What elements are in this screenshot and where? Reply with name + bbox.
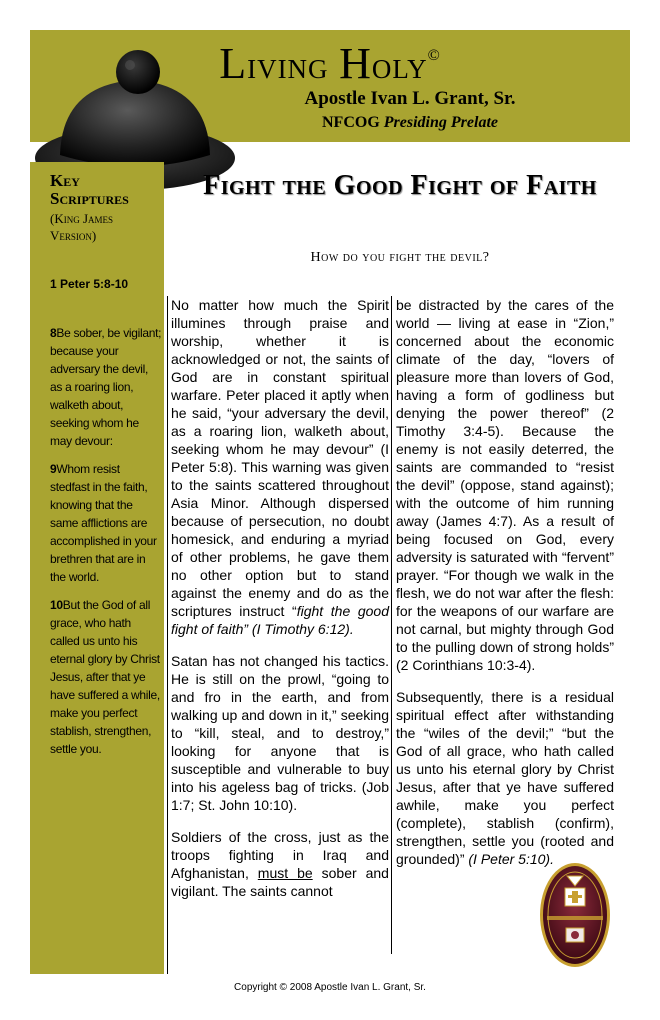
sidebar-heading: Key Scriptures (50, 171, 129, 208)
verse-10: 10But the God of all grace, who hath called us unto his eternal glory by Christ Jesus, after that ye have suffered a while, make you perfect stablish, strengthen, settle you. (50, 598, 160, 756)
article-column-2 (396, 296, 614, 882)
scripture-reference: 1 Peter 5:8-10 (50, 277, 129, 291)
article-column-1 (171, 296, 389, 914)
copyright-mark: © (427, 47, 441, 64)
paragraph-3-continued: be distracted by the cares of the world — living at ease in “Zion,” concerned about the economic climate of the day, “lovers of pleasure more than lovers of God, having a form of godliness but denying the power thereof” (2 Timothy 3:4-5). Because the enemy is not easily deterred, the saints are commanded to “resist the devil” (oppose, stand against); with the outcome of him running away (James 4:7). As a result of being focused on God, every adversity is saturated with “fervent” prayer. “For though we walk in the flesh, we do not war after the flesh: for the weapons of our warfare are not carnal, but mighty through God to the pulling down of strong holds” (2 Corinthians 10:3-4). (396, 297, 614, 673)
paragraph-4: Subsequently, there is a residual spiritual effect after withstanding the “wiles of the devil;” “but the God of all grace, who hath called us unto his eternal glory by Christ Jesus, after that ye have suffered awhile, make you perfect (complete), stablish (confirm), strengthen, settle you (rooted and grounded)” (I Peter 5:10). (396, 689, 614, 867)
paragraph-3-start: Soldiers of the cross, just as the troops fighting in Iraq and Afghanistan, must be sober and vigilant. The saints cannot (171, 829, 389, 899)
sidebar-subheading: (King James Version) (50, 211, 114, 243)
verse-9: 9Whom resist stedfast in the faith, knowing that the same afflictions are accomplished in your brethren that are in the world. (50, 462, 157, 584)
column-divider-left (167, 296, 168, 974)
article-subtitle: How do you fight the devil? (310, 250, 490, 265)
apostle-seal-icon (539, 862, 611, 968)
author-name: Apostle Ivan L. Grant, Sr. (304, 88, 516, 109)
verse-8: 8Be sober, be vigilant; because your adversary the devil, as a roaring lion, walketh about, seeking whom he may devour: (50, 326, 162, 448)
organization-line: NFCOG Presiding Prelate (322, 114, 498, 131)
column-divider-middle (391, 296, 392, 954)
publication-title: Living Holy© (219, 39, 441, 88)
article-title: Fight the Good Fight of Faith (203, 170, 597, 201)
footer-copyright: Copyright © 2008 Apostle Ivan L. Grant, Sr. (234, 982, 426, 993)
paragraph-1: No matter how much the Spirit illumines through praise and worship, whether it is acknowledged or not, the saints of God are in constant spiritual warfare. Peter placed it aptly when he said, “your adversary the devil, as a roaring lion, walketh about, seeking whom he may devour” (I Peter 5:8). This warning was given to the saints scattered throughout Asia Minor. Although dispersed because of persecution, no doubt homesick, and enduring a myriad of other problems, he gave them no other option but to stand against the enemy and do as the scriptures instruct “fight the good fight of faith” (I Timothy 6:12). (171, 297, 389, 637)
key-scriptures-sidebar (30, 162, 164, 974)
paragraph-2: Satan has not changed his tactics. He is still on the prowl, “going to and fro in the earth, and from walking up and down in it,” seeking to “kill, steal, and to destroy,” looking for anyone that is susceptible and vulnerable to buy into his ageless bag of tricks. (Job 1:7; St. John 10:10). (171, 653, 389, 813)
